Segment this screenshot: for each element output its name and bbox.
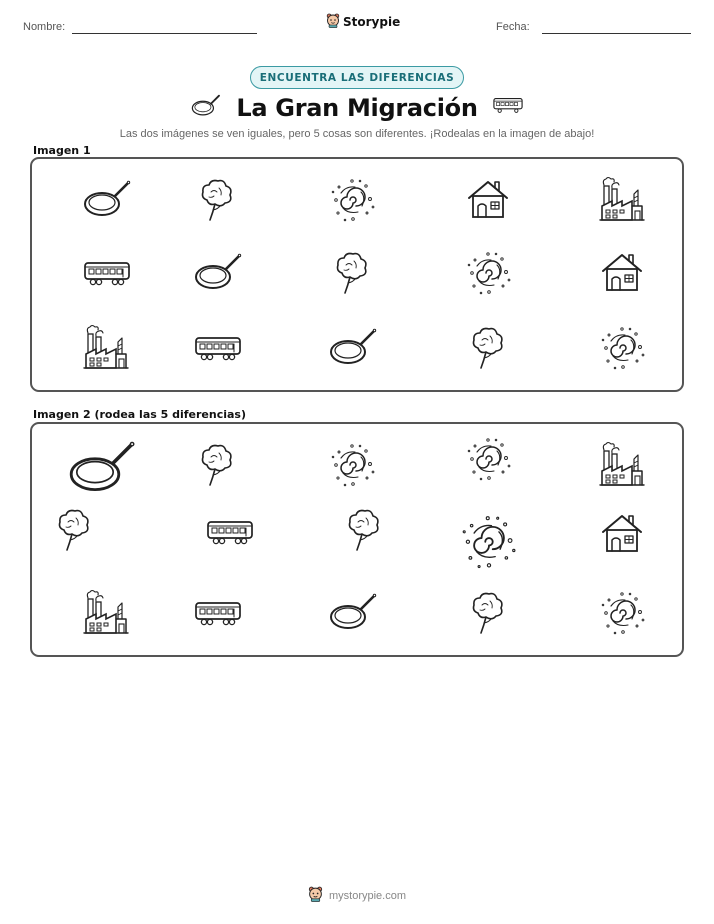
dust-cloud-icon [328, 176, 378, 226]
activity-badge: ENCUENTRA LAS DIFERENCIAS [250, 66, 465, 89]
house-icon[interactable] [598, 510, 648, 560]
train-car-icon [82, 249, 132, 299]
frying-pan-icon [82, 176, 132, 226]
title-row [0, 92, 714, 123]
footer [0, 886, 714, 905]
cotton-plant-icon[interactable] [464, 589, 514, 639]
house-icon [464, 176, 514, 226]
activity-badge-wrap [0, 66, 714, 89]
cotton-plant-icon[interactable] [50, 506, 100, 556]
storypie-mascot-icon [326, 13, 340, 31]
house-icon [598, 249, 648, 299]
name-label: Nombre: [23, 21, 66, 33]
date-field[interactable] [542, 33, 691, 34]
instructions: Las dos imágenes se ven iguales, pero 5 cosas son diferentes. ¡Rodealas en la imagen de abajo! [119, 128, 595, 140]
cotton-plant-icon[interactable] [340, 506, 390, 556]
frying-pan-icon[interactable] [328, 589, 378, 639]
image-2-panel[interactable] [30, 422, 684, 657]
footer-site: mystorypie.com [328, 889, 407, 902]
date-label: Fecha: [496, 21, 530, 33]
dust-cloud-icon[interactable] [458, 512, 520, 574]
cotton-plant-icon [328, 249, 378, 299]
factory-icon [82, 324, 132, 374]
image-1-panel [30, 157, 684, 392]
cotton-plant-icon [464, 324, 514, 374]
frying-pan-icon [190, 92, 222, 123]
factory-icon[interactable] [598, 441, 648, 491]
cotton-plant-icon[interactable] [193, 441, 243, 491]
dust-cloud-icon[interactable] [328, 441, 378, 491]
factory-icon [598, 176, 648, 226]
brand-name: Storypie [343, 15, 401, 29]
train-car-icon[interactable] [193, 589, 243, 639]
factory-icon[interactable] [82, 589, 132, 639]
train-car-icon[interactable] [205, 508, 255, 558]
image-1-label: Imagen 1 [33, 144, 91, 157]
storypie-mascot-icon [308, 886, 323, 905]
brand-logo [326, 13, 400, 31]
frying-pan-icon [328, 324, 378, 374]
cotton-plant-icon [193, 176, 243, 226]
frying-pan-icon[interactable] [67, 435, 137, 505]
frying-pan-icon [193, 249, 243, 299]
dust-cloud-icon[interactable] [464, 435, 514, 485]
train-car-icon [193, 324, 243, 374]
train-car-icon [492, 96, 524, 119]
image-2-label: Imagen 2 (rodea las 5 diferencias) [33, 408, 247, 421]
dust-cloud-icon [598, 324, 648, 374]
page-title: La Gran Migración [236, 93, 478, 122]
name-field[interactable] [72, 33, 257, 34]
dust-cloud-icon[interactable] [598, 589, 648, 639]
dust-cloud-icon [464, 249, 514, 299]
